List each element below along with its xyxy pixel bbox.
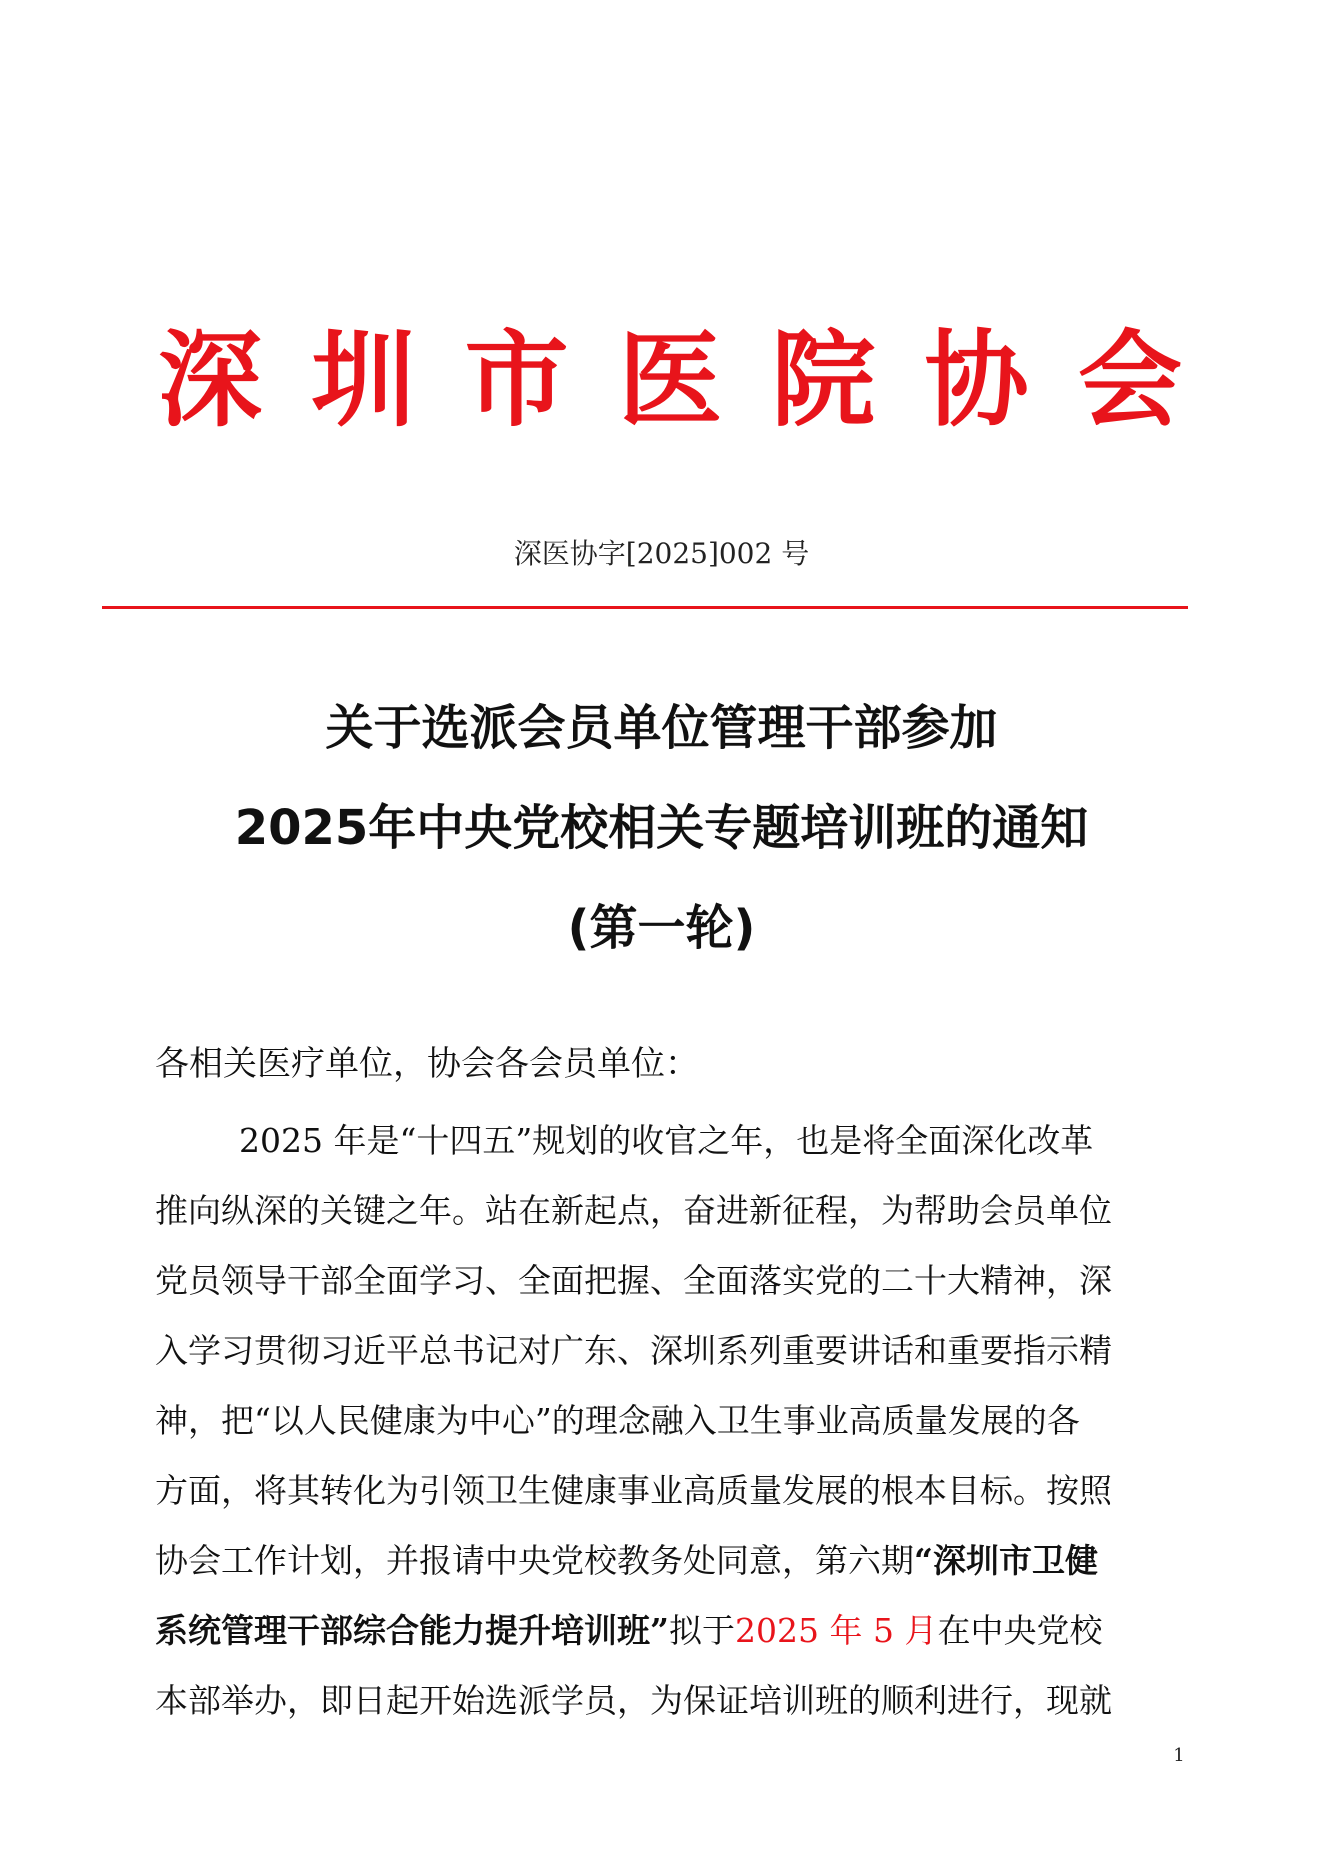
title-line-2: 2025年中央党校相关专题培训班的通知	[234, 800, 1089, 856]
org-name-char: 协	[924, 319, 1029, 441]
body-line	[155, 1316, 1185, 1386]
body-line-text: 本部举办，即日起开始选派学员，为保证培训班的顺利进行，现就	[155, 1681, 1112, 1720]
page-number: 1	[1173, 1745, 1185, 1766]
org-name-char: 市	[464, 319, 569, 441]
org-name-char: 深	[157, 319, 262, 441]
org-name-char: 医	[617, 319, 722, 441]
body-line-text: 入学习贯彻习近平总书记对广东、深圳系列重要讲话和重要指示精	[155, 1331, 1112, 1370]
training-name-bold: “深圳市卫健	[914, 1541, 1098, 1580]
body-line-text: 推向纵深的关键之年。站在新起点，奋进新征程，为帮助会员单位	[155, 1191, 1112, 1230]
body-line	[155, 1246, 1185, 1316]
org-name-char: 院	[771, 319, 876, 441]
body-line-text	[155, 1526, 1098, 1596]
body-paragraph	[155, 1106, 1185, 1736]
training-date-highlight: 2025 年 5 月	[734, 1611, 938, 1650]
red-divider	[102, 606, 1188, 609]
body-line-plain: 在中央党校	[937, 1611, 1103, 1650]
body-line	[155, 1176, 1185, 1246]
organization-header	[150, 320, 1190, 440]
org-name-char: 圳	[311, 319, 416, 441]
body-line-text: 方面，将其转化为引领卫生健康事业高质量发展的根本目标。按照	[155, 1471, 1112, 1510]
body-line	[155, 1456, 1185, 1526]
title-line-1: 关于选派会员单位管理干部参加	[325, 700, 998, 756]
body-line	[155, 1526, 1185, 1596]
body-line-text: 党员领导干部全面学习、全面把握、全面落实党的二十大精神，深	[155, 1261, 1112, 1300]
training-name-bold: 系统管理干部综合能力提升培训班”	[155, 1611, 669, 1650]
salutation: 各相关医疗单位，协会各会员单位：	[155, 1044, 699, 1084]
body-line	[155, 1106, 1185, 1176]
body-line	[155, 1666, 1185, 1736]
document-title	[0, 678, 1323, 978]
body-line-plain: 协会工作计划，并报请中央党校教务处同意，第六期	[155, 1541, 914, 1580]
title-line-3: (第一轮)	[567, 900, 756, 956]
body-line-text: 神，把“以人民健康为中心”的理念融入卫生事业高质量发展的各	[155, 1401, 1080, 1440]
body-line	[155, 1386, 1185, 1456]
document-number: 深医协字[2025]002 号	[513, 537, 810, 570]
body-line-text	[155, 1596, 1102, 1666]
body-line	[155, 1596, 1185, 1666]
org-name-char: 会	[1077, 319, 1182, 441]
body-line-plain: 拟于	[668, 1611, 735, 1650]
body-line-text: 2025 年是“十四五”规划的收官之年，也是将全面深化改革	[239, 1121, 1094, 1160]
